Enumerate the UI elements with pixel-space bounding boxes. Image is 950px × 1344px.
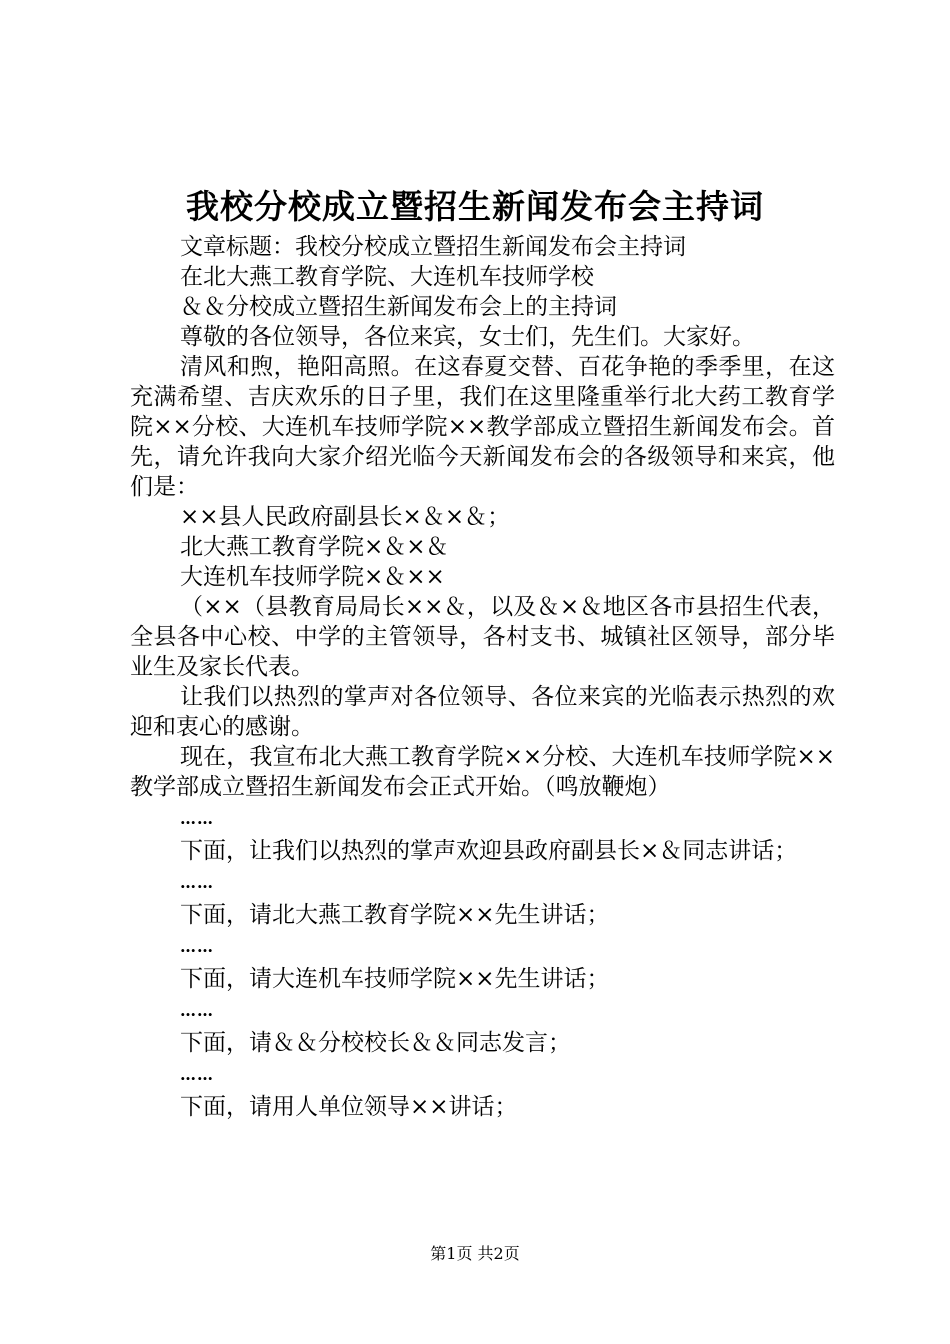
ellipsis-separator: …… (180, 937, 214, 956)
ellipsis-separator: …… (180, 1001, 214, 1020)
paragraph-greeting: 尊敬的各位领导，各位来宾，女士们，先生们。大家好。 (180, 324, 755, 350)
page-number-footer: 第1页 共2页 (430, 1244, 520, 1263)
paragraph-speech-employer: 下面，请用人单位领导××讲话； (180, 1094, 518, 1120)
paragraph-guest-1: ××县人民政府副县长×＆×＆； (180, 504, 511, 530)
paragraph-speech-education-institute: 下面，请北大燕工教育学院××先生讲话； (180, 902, 610, 928)
paragraph-guest-2: 北大燕工教育学院×＆×＆ (180, 534, 449, 560)
paragraph-venue-line-1: 在北大燕工教育学院、大连机车技师学校 (180, 264, 594, 290)
ellipsis-separator: …… (180, 809, 214, 828)
paragraph-venue-line-2: ＆＆分校成立暨招生新闻发布会上的主持词 (180, 294, 617, 320)
ellipsis-separator: …… (180, 873, 214, 892)
ellipsis-separator: …… (180, 1065, 214, 1084)
document-title: 我校分校成立暨招生新闻发布会主持词 (186, 187, 764, 226)
paragraph-speech-deputy-county-head: 下面，让我们以热烈的掌声欢迎县政府副县长×＆同志讲话； (180, 838, 798, 864)
paragraph-announcement: 现在，我宣布北大燕工教育学院××分校、大连机车技师学院××教学部成立暨招生新闻发布会正式开始。（鸣放鞭炮） (130, 744, 835, 800)
paragraph-guest-others: （××（县教育局局长××＆，以及＆×＆地区各市县招生代表，全县各中心校、中学的主管领导，各村支书、城镇社区领导，部分毕业生及家长代表。 (130, 594, 835, 680)
document-body (130, 232, 835, 1122)
paragraph-opening: 清风和煦，艳阳高照。在这春夏交替、百花争艳的季季里，在这充满希望、吉庆欢乐的日子里，我们在这里隆重举行北大药工教育学院××分校、大连机车技师学院××教学部成立暨招生新闻发布会。首先，请允许我向大家介绍光临今天新闻发布会的各级领导和来宾，他们是： (130, 354, 835, 500)
paragraph-guest-3: 大连机车技师学院×＆×× (180, 564, 445, 590)
paragraph-article-title: 文章标题：我校分校成立暨招生新闻发布会主持词 (180, 234, 686, 260)
paragraph-speech-technician-college: 下面，请大连机车技师学院××先生讲话； (180, 966, 610, 992)
paragraph-speech-branch-principal: 下面，请＆＆分校校长＆＆同志发言； (180, 1030, 571, 1056)
paragraph-welcome-applause: 让我们以热烈的掌声对各位领导、各位来宾的光临表示热烈的欢迎和衷心的感谢。 (130, 684, 835, 740)
